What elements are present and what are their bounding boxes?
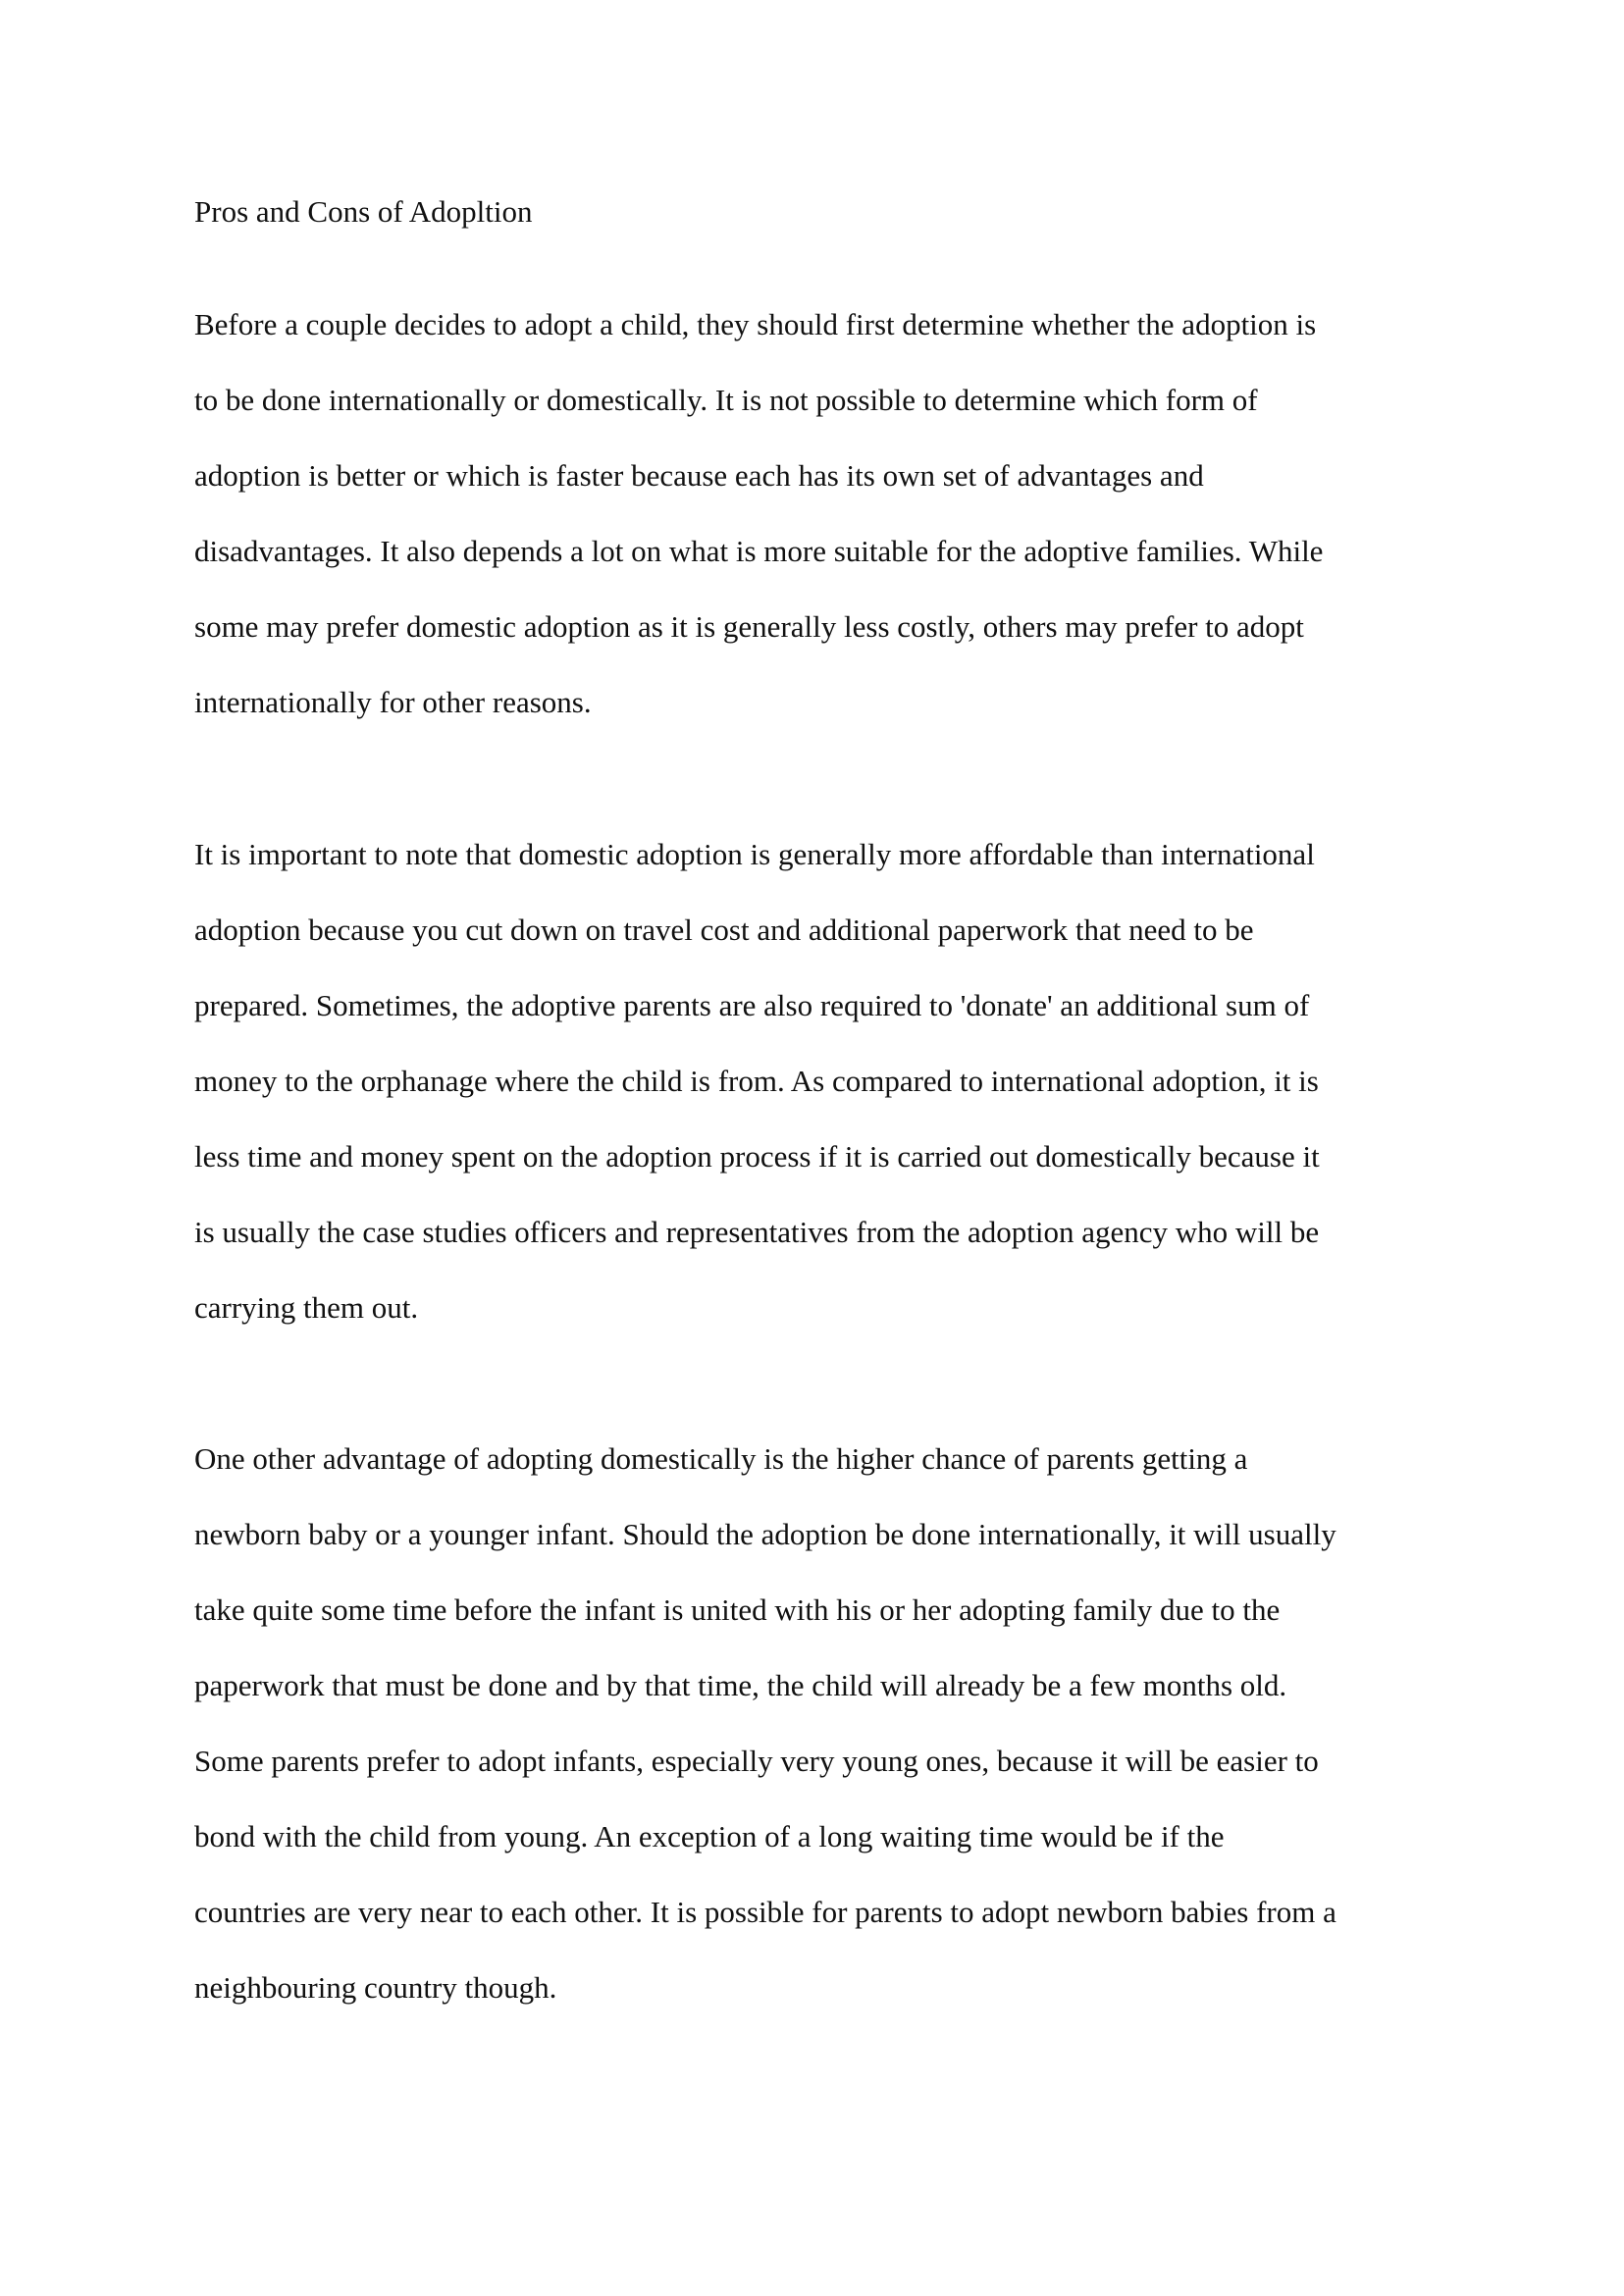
document-title: Pros and Cons of Adopltion xyxy=(194,194,533,229)
paragraph-line: It is important to note that domestic adoption is generally more affordable than international xyxy=(194,837,1315,871)
paragraph-line: is usually the case studies officers and representatives from the adoption agency who will be xyxy=(194,1215,1320,1249)
paragraph-line: adoption because you cut down on travel cost and additional paperwork that need to be xyxy=(194,913,1254,947)
paragraph-line: disadvantages. It also depends a lot on what is more suitable for the adoptive families. While xyxy=(194,534,1324,568)
paragraph-1 xyxy=(194,287,1470,740)
paragraph-line: internationally for other reasons. xyxy=(194,685,592,719)
paragraph-line: some may prefer domestic adoption as it is generally less costly, others may prefer to adopt xyxy=(194,609,1304,644)
paragraph-line: Before a couple decides to adopt a child, they should first determine whether the adoption is xyxy=(194,307,1317,341)
paragraph-line: take quite some time before the infant is united with his or her adopting family due to the xyxy=(194,1592,1281,1627)
paragraph-line: One other advantage of adopting domestically is the higher chance of parents getting a xyxy=(194,1441,1248,1476)
paragraph-line: newborn baby or a younger infant. Should the adoption be done internationally, it will usually xyxy=(194,1517,1336,1551)
paragraph-line: less time and money spent on the adoption process if it is carried out domestically because it xyxy=(194,1139,1320,1174)
paragraph-line: neighbouring country though. xyxy=(194,1970,557,2005)
paragraph-line: Some parents prefer to adopt infants, especially very young ones, because it will be easier to xyxy=(194,1744,1319,1778)
paragraph-line: to be done internationally or domestically. It is not possible to determine which form of xyxy=(194,383,1258,417)
paragraph-line: countries are very near to each other. It is possible for parents to adopt newborn babies from a xyxy=(194,1895,1336,1929)
paragraph-line: paperwork that must be done and by that time, the child will already be a few months old. xyxy=(194,1668,1287,1702)
paragraph-line: prepared. Sometimes, the adoptive parents are also required to 'donate' an additional sum of xyxy=(194,988,1310,1022)
paragraph-line: carrying them out. xyxy=(194,1290,419,1325)
paragraph-line: bond with the child from young. An exception of a long waiting time would be if the xyxy=(194,1819,1225,1853)
paragraph-line: money to the orphanage where the child is from. As compared to international adoption, it is xyxy=(194,1064,1319,1098)
paragraph-2 xyxy=(194,816,1470,1345)
paragraph-3 xyxy=(194,1421,1470,2025)
paragraph-line: adoption is better or which is faster because each has its own set of advantages and xyxy=(194,458,1204,493)
